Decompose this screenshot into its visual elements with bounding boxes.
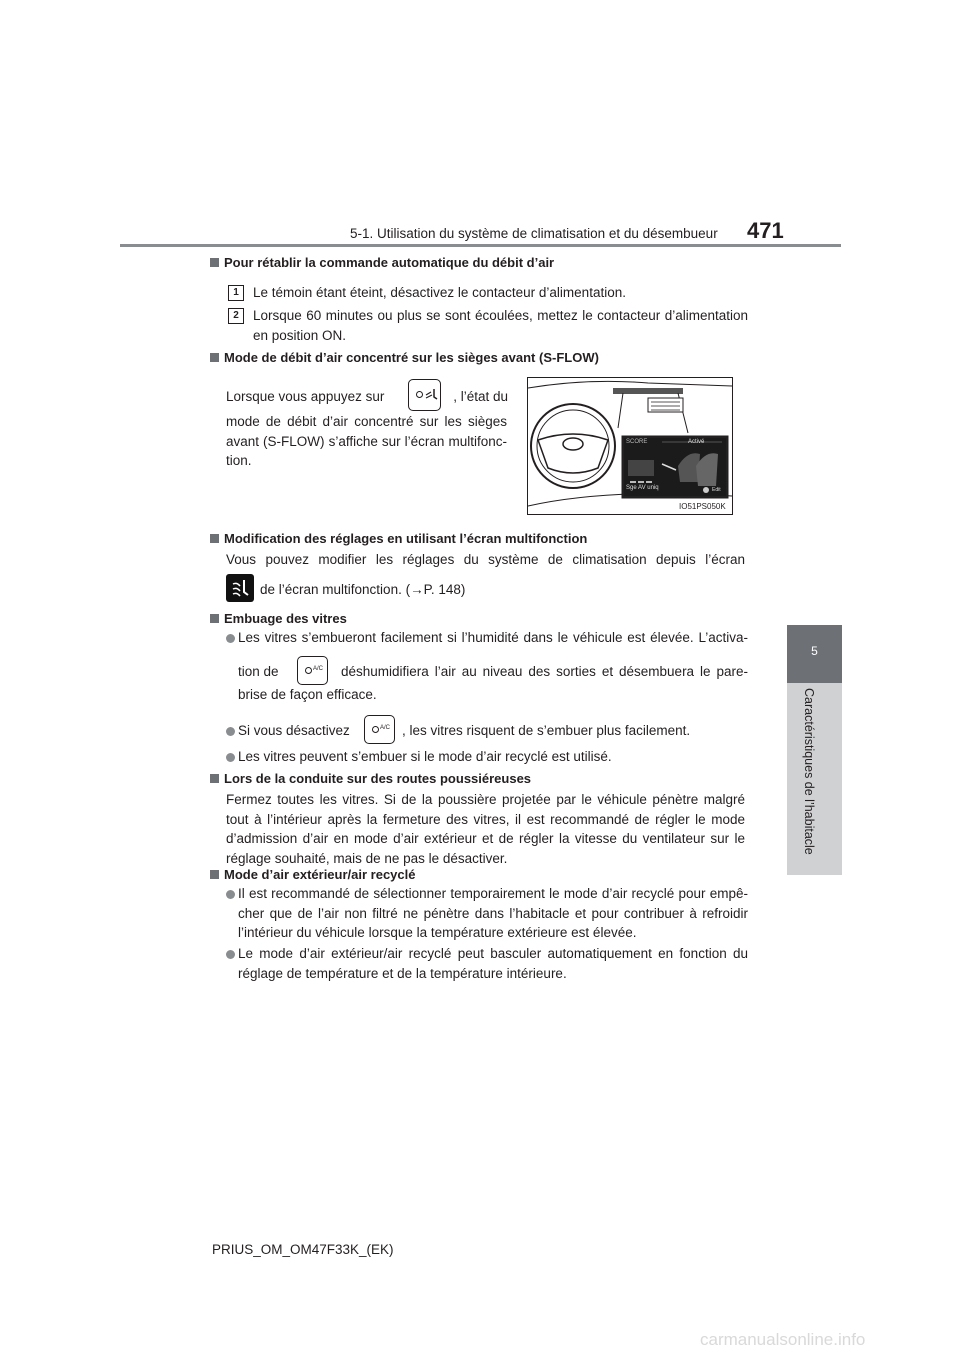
s-flow-button-icon [408, 379, 441, 411]
round-bullet-icon [226, 890, 235, 899]
dashboard-illustration [527, 377, 733, 515]
square-bullet-icon [210, 534, 219, 543]
section-heading: Lors de la conduite sur des routes poussiéreuses [210, 771, 531, 786]
indicator-led-icon [305, 667, 312, 674]
page-number: 471 [747, 218, 784, 243]
dashboard-drawing [528, 378, 732, 514]
ac-button-icon [364, 715, 395, 744]
bullet-text: Le mode d’air extérieur/air recyclé peut basculer automatiquement en fonction du réglage de température et de la température intérieure. [238, 946, 748, 981]
section-heading: Mode de débit d’air concentré sur les sièges avant (S-FLOW) [210, 350, 599, 365]
header-rule [120, 244, 841, 247]
round-bullet-icon [226, 950, 235, 959]
bullet-text: Les vitres peuvent s’embuer si le mode d’air recyclé est utilisé. [238, 749, 612, 764]
square-bullet-icon [210, 614, 219, 623]
step-text: Le témoin étant éteint, désactivez le contacteur d’alimentation. [253, 285, 626, 300]
chapter-tab: 5 [787, 625, 842, 683]
section-heading: Modification des réglages en utilisant l’écran multifonction [210, 531, 587, 546]
figure-edit-label: Edit [712, 487, 721, 493]
watermark: carmanualsonline.info [700, 1330, 866, 1349]
chapter-tab-label: Caractéristiques de l’habitacle [802, 688, 816, 855]
paragraph-text: mode de débit d’air concentré sur les sièges avant (S-FLOW) s’affiche sur l’écran multifonc-tion. [226, 414, 507, 468]
ac-label: A/C [380, 725, 391, 731]
step-number: 1 [228, 285, 244, 301]
square-bullet-icon [210, 774, 219, 783]
bullet-text: Il est recommandé de sélectionner temporairement le mode d’air recyclé pour empê-cher que de l’air non filtré ne pénètre dans l’habitacle et pour contribuer à refroidir l’intérieur du véhicule lorsque la température extérieure est élevée. [238, 886, 748, 940]
figure-seat-label: Sge AV uniq [626, 485, 659, 491]
paragraph-text: de l’écran multifonction. (→P. 148) [260, 582, 466, 597]
paragraph-text: Fermez toutes les vitres. Si de la poussière projetée par le véhicule pénètre malgré tout à l’intérieur après la fermeture des vitres, il est recommandé de régler le mode d’admission d’air en mode d’air extérieur et de régler la vitesse du ventilateur sur le réglage souhaité, mais de ne pas le désactiver. [226, 792, 745, 866]
step-text: Lorsque 60 minutes ou plus se sont écoulées, mettez le contacteur d’alimentation en position ON. [253, 308, 748, 343]
round-bullet-icon [226, 753, 235, 762]
figure-score-label: SCORE [626, 439, 648, 445]
paragraph-text: , l’état du [453, 389, 508, 404]
ac-button-icon [297, 656, 328, 685]
paragraph-text: Lorsque vous appuyez sur [226, 389, 385, 404]
section-heading: Mode d’air extérieur/air recyclé [210, 867, 415, 882]
section-heading: Pour rétablir la commande automatique du débit d’air [210, 255, 554, 270]
climate-screen-icon [226, 574, 254, 602]
bullet-text: Les vitres s’embueront facilement si l’humidité dans le véhicule est élevée. L’activa- [238, 630, 748, 645]
indicator-led-icon [416, 391, 423, 398]
square-bullet-icon [210, 353, 219, 362]
ac-label: A/C [313, 666, 324, 672]
indicator-led-icon [372, 726, 379, 733]
section-heading: Embuage des vitres [210, 611, 347, 626]
paragraph-text: Vous pouvez modifier les réglages du système de climatisation depuis l’écran [226, 552, 745, 567]
footer-model-code: PRIUS_OM_OM47F33K_(EK) [212, 1242, 394, 1257]
bullet-text: Si vous désactivez [238, 723, 350, 738]
chapter-title: 5-1. Utilisation du système de climatisation et du désembueur [350, 226, 718, 241]
seat-airflow-icon [425, 387, 438, 401]
step-number: 2 [228, 308, 244, 324]
round-bullet-icon [226, 727, 235, 736]
figure-code: IO51PS050K [679, 502, 726, 511]
square-bullet-icon [210, 870, 219, 879]
bullet-text: déshumidifiera l’air au niveau des sorties et désembuera le pare- [341, 664, 748, 679]
round-bullet-icon [226, 634, 235, 643]
square-bullet-icon [210, 258, 219, 267]
fan-seat-icon [226, 574, 254, 602]
bullet-text: tion de [238, 664, 279, 679]
bullet-text: , les vitres risquent de s’embuer plus facilement. [402, 723, 691, 738]
figure-active-label: Activé [688, 439, 705, 445]
bullet-text: brise de façon efficace. [238, 687, 377, 702]
